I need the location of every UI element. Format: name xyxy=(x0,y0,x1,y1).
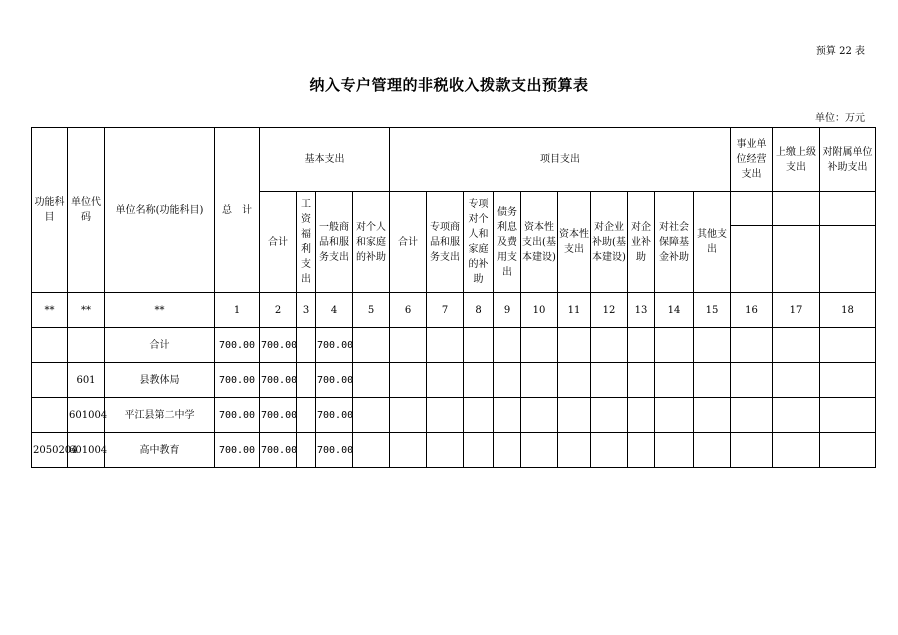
empty-cell xyxy=(773,398,820,433)
index-cell: 11 xyxy=(558,293,591,328)
empty-cell xyxy=(820,328,876,363)
unit-name-cell: 合计 xyxy=(105,328,215,363)
empty-cell xyxy=(464,398,494,433)
empty-cell xyxy=(731,433,773,468)
index-cell: 18 xyxy=(820,293,876,328)
header-total: 总 计 xyxy=(215,128,260,293)
empty-cell xyxy=(628,328,655,363)
index-cell: 15 xyxy=(694,293,731,328)
index-cell: 14 xyxy=(655,293,694,328)
header-project-expense: 项目支出 xyxy=(390,128,731,192)
goods-services-cell: 700.00 xyxy=(316,328,353,363)
empty-cell xyxy=(494,398,521,433)
basic-total-cell: 700.00 xyxy=(260,363,297,398)
empty-cell xyxy=(390,328,427,363)
unit-name-cell: 县教体局 xyxy=(105,363,215,398)
header-proj-goods-services: 专项商品和服务支出 xyxy=(427,192,464,293)
empty-cell xyxy=(464,433,494,468)
index-cell: 17 xyxy=(773,293,820,328)
header-blank xyxy=(773,192,820,226)
empty-cell xyxy=(427,398,464,433)
func-code-cell xyxy=(32,363,68,398)
header-proj-personal-family: 专项对个人和家庭的补助 xyxy=(464,192,494,293)
header-blank xyxy=(820,192,876,226)
unit-label: 单位：万元 xyxy=(815,113,865,124)
empty-cell xyxy=(390,433,427,468)
empty-cell xyxy=(427,433,464,468)
basic-total-cell: 700.00 xyxy=(260,328,297,363)
empty-cell xyxy=(297,398,316,433)
empty-cell xyxy=(353,433,390,468)
func-code-cell xyxy=(32,398,68,433)
empty-cell xyxy=(628,433,655,468)
header-subsidy-affiliated: 对附属单位补助支出 xyxy=(820,128,876,192)
unit-code-cell: 601 xyxy=(68,363,105,398)
index-cell: 8 xyxy=(464,293,494,328)
table-row xyxy=(32,433,876,468)
form-number: 预算 22 表 xyxy=(815,46,865,57)
empty-cell xyxy=(427,363,464,398)
empty-cell xyxy=(655,433,694,468)
index-cell: 12 xyxy=(591,293,628,328)
empty-cell xyxy=(558,433,591,468)
header-func-subject: 功能科目 xyxy=(32,128,68,293)
unit-name-cell: 高中教育 xyxy=(105,433,215,468)
header-public-business: 事业单位经营支出 xyxy=(731,128,773,192)
empty-cell xyxy=(464,328,494,363)
empty-cell xyxy=(591,433,628,468)
empty-cell xyxy=(558,363,591,398)
empty-cell xyxy=(464,363,494,398)
empty-cell xyxy=(731,398,773,433)
index-cell: 4 xyxy=(316,293,353,328)
index-cell: 13 xyxy=(628,293,655,328)
empty-cell xyxy=(521,363,558,398)
table-row xyxy=(32,363,876,398)
budget-table xyxy=(31,127,876,468)
index-cell: 7 xyxy=(427,293,464,328)
header-blank xyxy=(773,226,820,293)
header-basic-wages: 工资福利支出 xyxy=(297,192,316,293)
table-row xyxy=(32,328,876,363)
index-cell: 1 xyxy=(215,293,260,328)
empty-cell xyxy=(521,433,558,468)
total-cell: 700.00 xyxy=(215,363,260,398)
empty-cell xyxy=(353,328,390,363)
unit-code-cell: 601004 xyxy=(68,398,105,433)
empty-cell xyxy=(628,398,655,433)
index-cell: 3 xyxy=(297,293,316,328)
header-blank xyxy=(731,192,773,226)
empty-cell xyxy=(820,398,876,433)
empty-cell xyxy=(655,363,694,398)
empty-cell xyxy=(427,328,464,363)
empty-cell xyxy=(773,433,820,468)
header-basic-expense: 基本支出 xyxy=(260,128,390,192)
empty-cell xyxy=(591,398,628,433)
header-proj-other: 其他支出 xyxy=(694,192,731,293)
empty-cell xyxy=(390,398,427,433)
empty-cell xyxy=(773,363,820,398)
total-cell: 700.00 xyxy=(215,328,260,363)
header-unit-code: 单位代码 xyxy=(68,128,105,293)
empty-cell xyxy=(494,363,521,398)
total-cell: 700.00 xyxy=(215,433,260,468)
table-row xyxy=(32,398,876,433)
header-proj-enterprise-basic: 对企业补助(基本建设) xyxy=(591,192,628,293)
goods-services-cell: 700.00 xyxy=(316,398,353,433)
header-proj-debt-interest: 债务利息及费用支出 xyxy=(494,192,521,293)
page-title: 纳入专户管理的非税收入拨款支出预算表 xyxy=(309,76,589,94)
empty-cell xyxy=(591,328,628,363)
header-proj-enterprise: 对企业补助 xyxy=(628,192,655,293)
goods-services-cell: 700.00 xyxy=(316,433,353,468)
total-cell: 700.00 xyxy=(215,398,260,433)
empty-cell xyxy=(694,328,731,363)
empty-cell xyxy=(297,363,316,398)
empty-cell xyxy=(694,398,731,433)
empty-cell xyxy=(494,328,521,363)
unit-code-cell: 601004 xyxy=(68,433,105,468)
index-cell: 6 xyxy=(390,293,427,328)
empty-cell xyxy=(655,398,694,433)
empty-cell xyxy=(591,363,628,398)
empty-cell xyxy=(558,398,591,433)
header-proj-subtotal: 合计 xyxy=(390,192,427,293)
basic-total-cell: 700.00 xyxy=(260,433,297,468)
index-cell: ** xyxy=(105,293,215,328)
index-cell: 16 xyxy=(731,293,773,328)
empty-cell xyxy=(521,328,558,363)
header-proj-capital: 资本性支出 xyxy=(558,192,591,293)
empty-cell xyxy=(820,363,876,398)
empty-cell xyxy=(628,363,655,398)
index-cell: ** xyxy=(68,293,105,328)
header-proj-capital-basic: 资本性支出(基本建设) xyxy=(521,192,558,293)
func-code-cell: 2050204 xyxy=(32,433,68,468)
index-cell: 9 xyxy=(494,293,521,328)
header-blank xyxy=(731,226,773,293)
index-cell: ** xyxy=(32,293,68,328)
index-cell: 5 xyxy=(353,293,390,328)
header-unit-name: 单位名称(功能科目) xyxy=(105,128,215,293)
index-row xyxy=(32,293,876,328)
header-proj-social-security: 对社会保障基金补助 xyxy=(655,192,694,293)
empty-cell xyxy=(297,433,316,468)
header-basic-personal-family: 对个人和家庭的补助 xyxy=(353,192,390,293)
empty-cell xyxy=(521,398,558,433)
empty-cell xyxy=(820,433,876,468)
func-code-cell xyxy=(32,328,68,363)
empty-cell xyxy=(655,328,694,363)
index-cell: 10 xyxy=(521,293,558,328)
header-submit-superior: 上缴上级支出 xyxy=(773,128,820,192)
empty-cell xyxy=(353,398,390,433)
empty-cell xyxy=(773,328,820,363)
empty-cell xyxy=(694,363,731,398)
header-blank xyxy=(820,226,876,293)
empty-cell xyxy=(694,433,731,468)
empty-cell xyxy=(731,328,773,363)
basic-total-cell: 700.00 xyxy=(260,398,297,433)
empty-cell xyxy=(297,328,316,363)
header-basic-subtotal: 合计 xyxy=(260,192,297,293)
empty-cell xyxy=(353,363,390,398)
header-basic-goods-services: 一般商品和服务支出 xyxy=(316,192,353,293)
empty-cell xyxy=(731,363,773,398)
empty-cell xyxy=(494,433,521,468)
goods-services-cell: 700.00 xyxy=(316,363,353,398)
empty-cell xyxy=(390,363,427,398)
unit-code-cell xyxy=(68,328,105,363)
index-cell: 2 xyxy=(260,293,297,328)
unit-name-cell: 平江县第二中学 xyxy=(105,398,215,433)
empty-cell xyxy=(558,328,591,363)
